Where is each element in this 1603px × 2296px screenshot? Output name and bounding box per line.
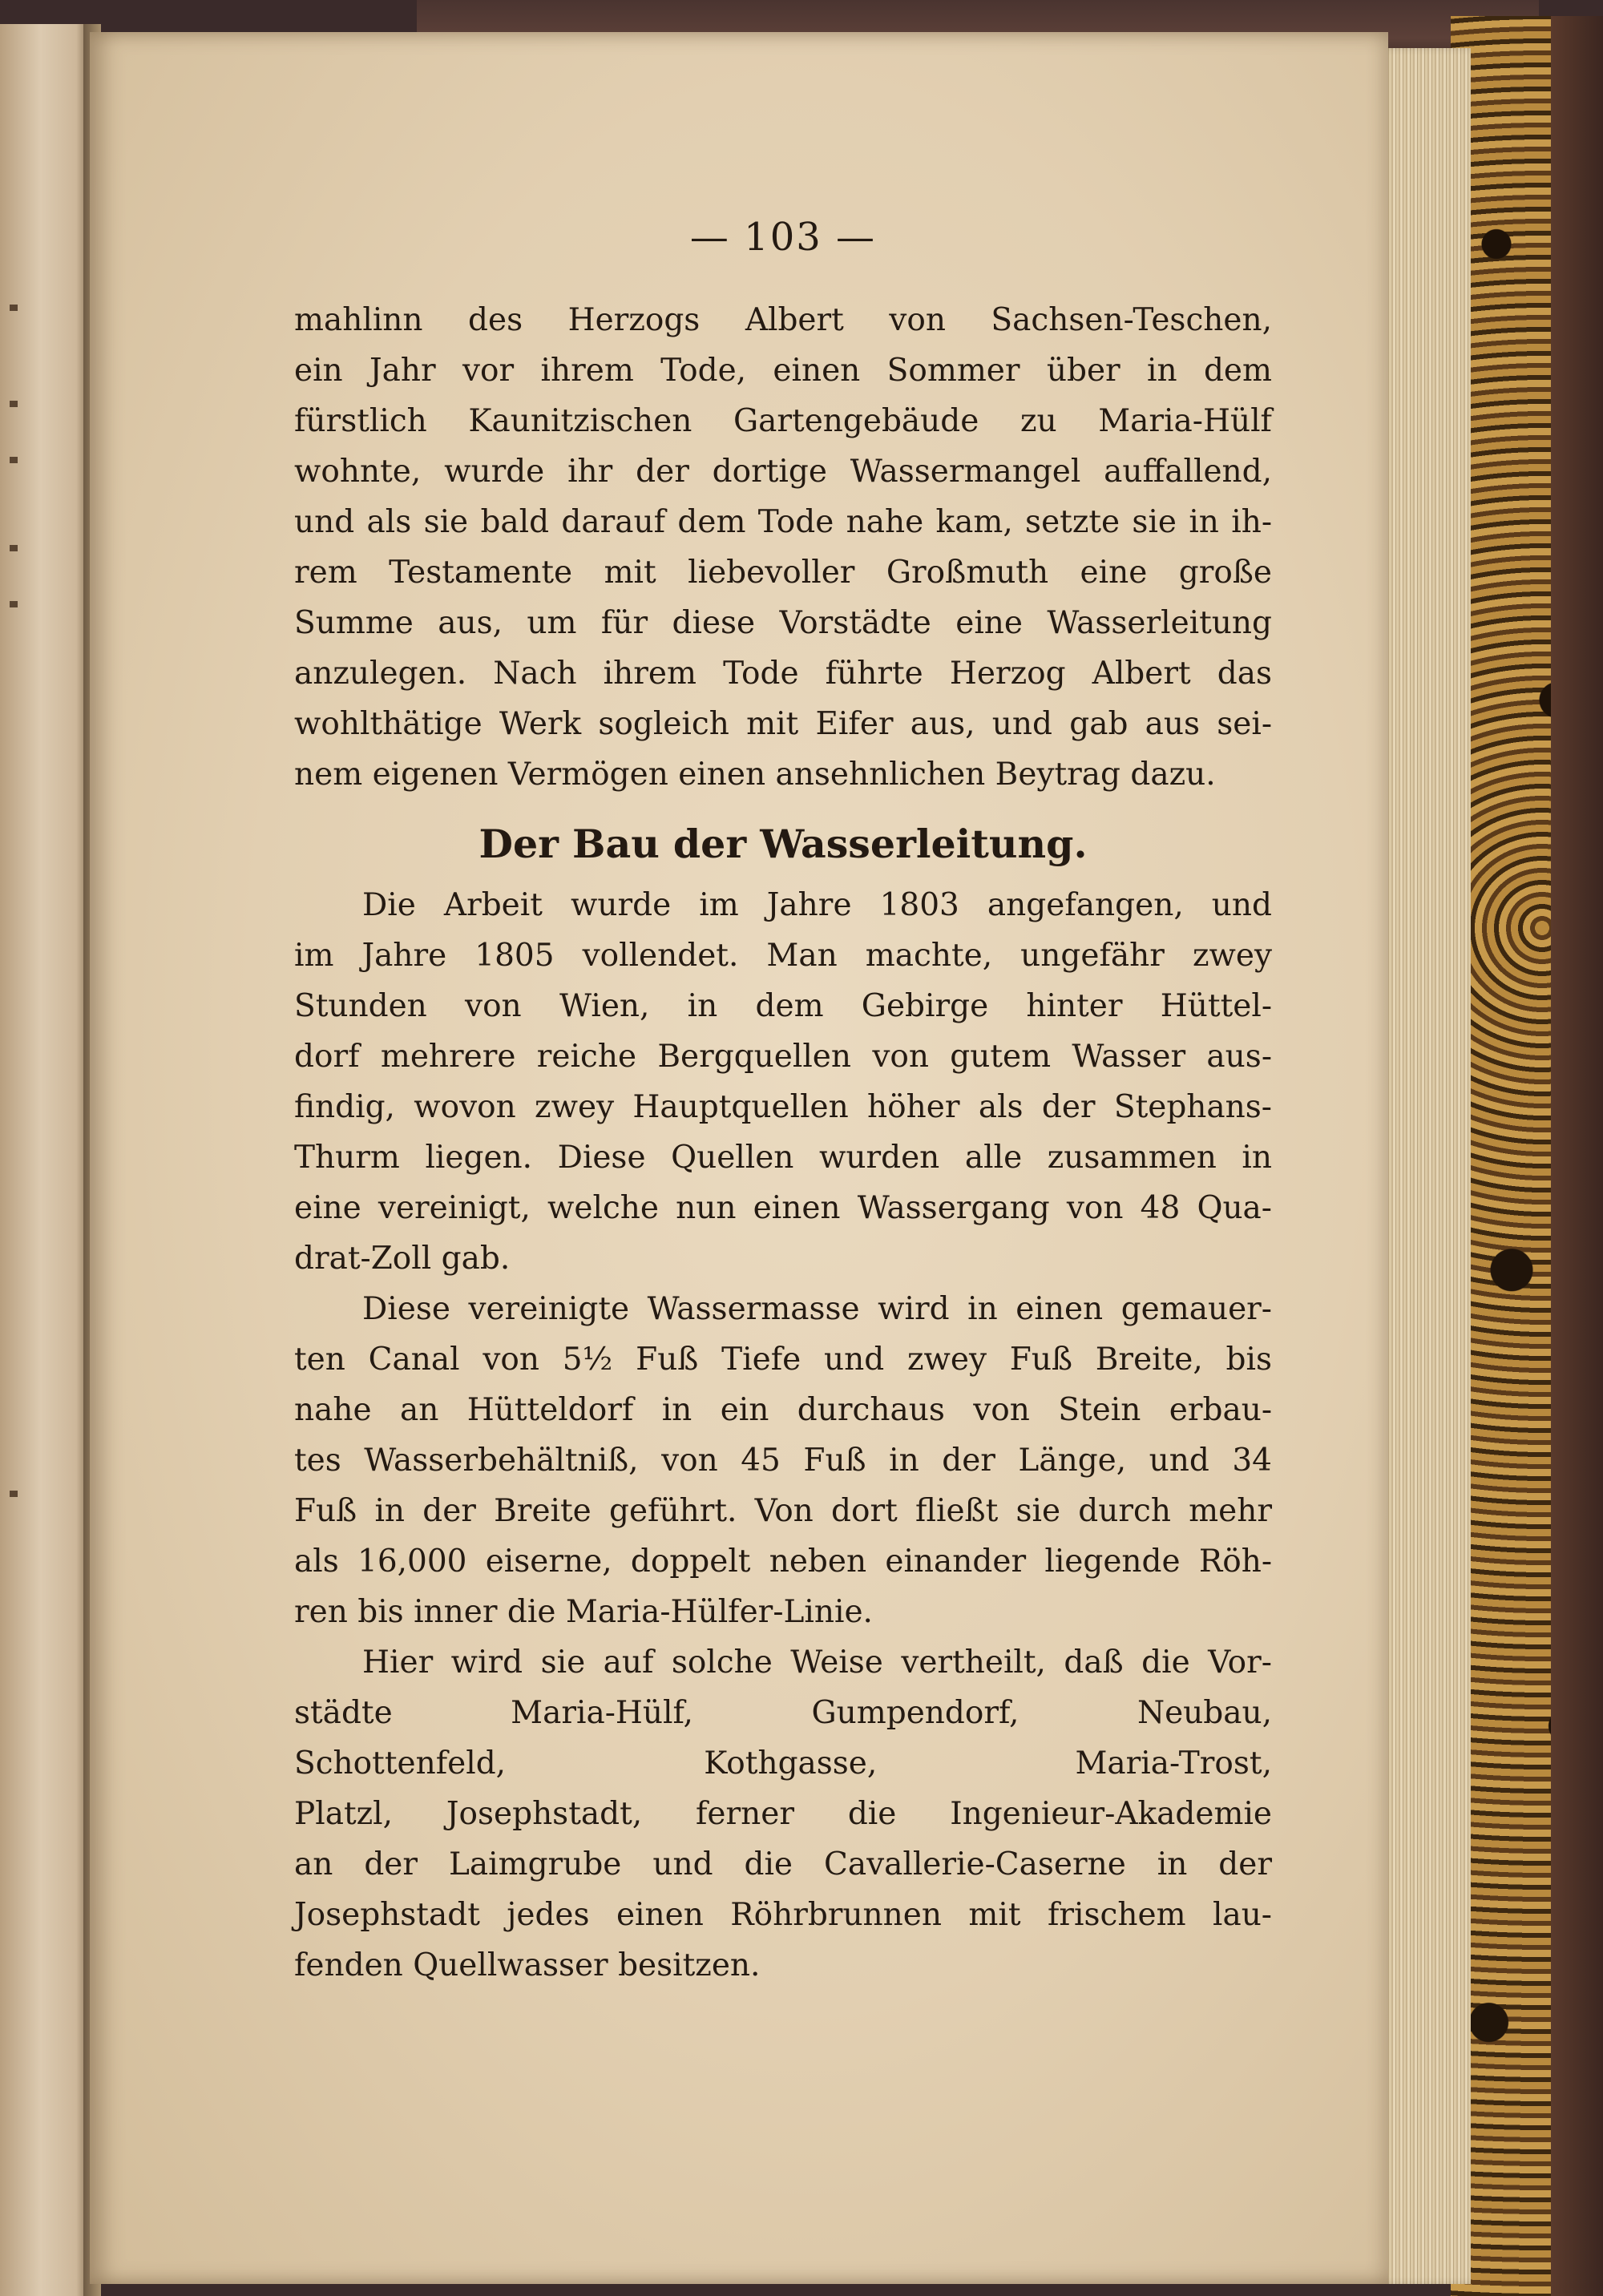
text-line: Diese vereinigte Wassermasse wird in einen gemauer- bbox=[362, 1291, 1272, 1327]
paragraph-construction bbox=[294, 880, 1272, 1284]
text-line: drat-Zoll gab. bbox=[294, 1241, 511, 1277]
text-line: anzulegen. Nach ihrem Tode führte Herzog Albert das bbox=[294, 656, 1272, 692]
text-line: rem Testamente mit liebevoller Großmuth eine große bbox=[294, 555, 1272, 591]
text-line: nem eigenen Vermögen einen ansehnlichen Beytrag dazu. bbox=[294, 757, 1216, 793]
page-number: — 103 — bbox=[689, 215, 877, 260]
paragraph-canal bbox=[294, 1284, 1272, 1637]
text-line: mahlinn des Herzogs Albert von Sachsen-Teschen, bbox=[294, 302, 1272, 338]
book-page bbox=[90, 32, 1388, 2284]
cover-rim bbox=[1551, 16, 1603, 2296]
left-page-ink-mark bbox=[10, 545, 18, 551]
left-page-edge bbox=[0, 24, 90, 2296]
left-page-ink-mark bbox=[10, 1491, 18, 1497]
section-heading: Der Bau der Wasserleitung. bbox=[478, 821, 1088, 867]
text-line: dorf mehrere reiche Bergquellen von gutem Wasser aus- bbox=[294, 1039, 1272, 1075]
text-line: an der Laimgrube und die Cavallerie-Caserne in der bbox=[294, 1846, 1272, 1882]
text-line: wohnte, wurde ihr der dortige Wassermangel auffallend, bbox=[294, 454, 1272, 490]
text-line: im Jahre 1805 vollendet. Man machte, ungefähr zwey bbox=[294, 938, 1272, 974]
text-line: städte Maria-Hülf, Gumpendorf, Neubau, bbox=[294, 1695, 1272, 1731]
text-line: Die Arbeit wurde im Jahre 1803 angefangen, und bbox=[362, 887, 1272, 923]
page-text-block bbox=[294, 215, 1272, 1991]
text-line: nahe an Hütteldorf in ein durchaus von Stein erbau- bbox=[294, 1392, 1272, 1428]
text-line: findig, wovon zwey Hauptquellen höher als der Stephans- bbox=[294, 1089, 1272, 1125]
text-line: Stunden von Wien, in dem Gebirge hinter Hüttel- bbox=[294, 988, 1272, 1024]
text-line: Summe aus, um für diese Vorstädte eine Wasserleitung bbox=[294, 605, 1272, 641]
text-line: tes Wasserbehältniß, von 45 Fuß in der Länge, und 34 bbox=[294, 1443, 1272, 1479]
text-line: ren bis inner die Maria-Hülfer-Linie. bbox=[294, 1594, 873, 1630]
text-line: ein Jahr vor ihrem Tode, einen Sommer über in dem bbox=[294, 353, 1272, 389]
text-line: Hier wird sie auf solche Weise vertheilt, daß die Vor- bbox=[362, 1644, 1272, 1681]
text-line: eine vereinigt, welche nun einen Wassergang von 48 Qua- bbox=[294, 1190, 1272, 1226]
left-page-ink-mark bbox=[10, 457, 18, 463]
text-line: wohlthätige Werk sogleich mit Eifer aus, und gab aus sei- bbox=[294, 706, 1272, 742]
text-line: Josephstadt jedes einen Röhrbrunnen mit frischem lau- bbox=[294, 1897, 1272, 1933]
left-page-ink-mark bbox=[10, 305, 18, 311]
text-line: und als sie bald darauf dem Tode nahe kam, setzte sie in ih- bbox=[294, 504, 1272, 540]
text-line: Schottenfeld, Kothgasse, Maria-Trost, bbox=[294, 1745, 1272, 1782]
paragraph-intro bbox=[294, 295, 1272, 800]
text-line: als 16,000 eiserne, doppelt neben einander liegende Röh- bbox=[294, 1543, 1272, 1580]
text-line: fenden Quellwasser besitzen. bbox=[294, 1947, 761, 1983]
text-line: Fuß in der Breite geführt. Von dort fließt sie durch mehr bbox=[294, 1493, 1272, 1529]
text-line: fürstlich Kaunitzischen Gartengebäude zu Maria-Hülf bbox=[294, 403, 1272, 439]
text-line: Thurm liegen. Diese Quellen wurden alle zusammen in bbox=[294, 1140, 1272, 1176]
left-page-ink-mark bbox=[10, 601, 18, 607]
text-line: Platzl, Josephstadt, ferner die Ingenieur-Akademie bbox=[294, 1796, 1272, 1832]
paragraph-distribution bbox=[294, 1637, 1272, 1991]
left-page-ink-mark bbox=[10, 401, 18, 407]
text-line: ten Canal von 5½ Fuß Tiefe und zwey Fuß Breite, bis bbox=[294, 1342, 1272, 1378]
